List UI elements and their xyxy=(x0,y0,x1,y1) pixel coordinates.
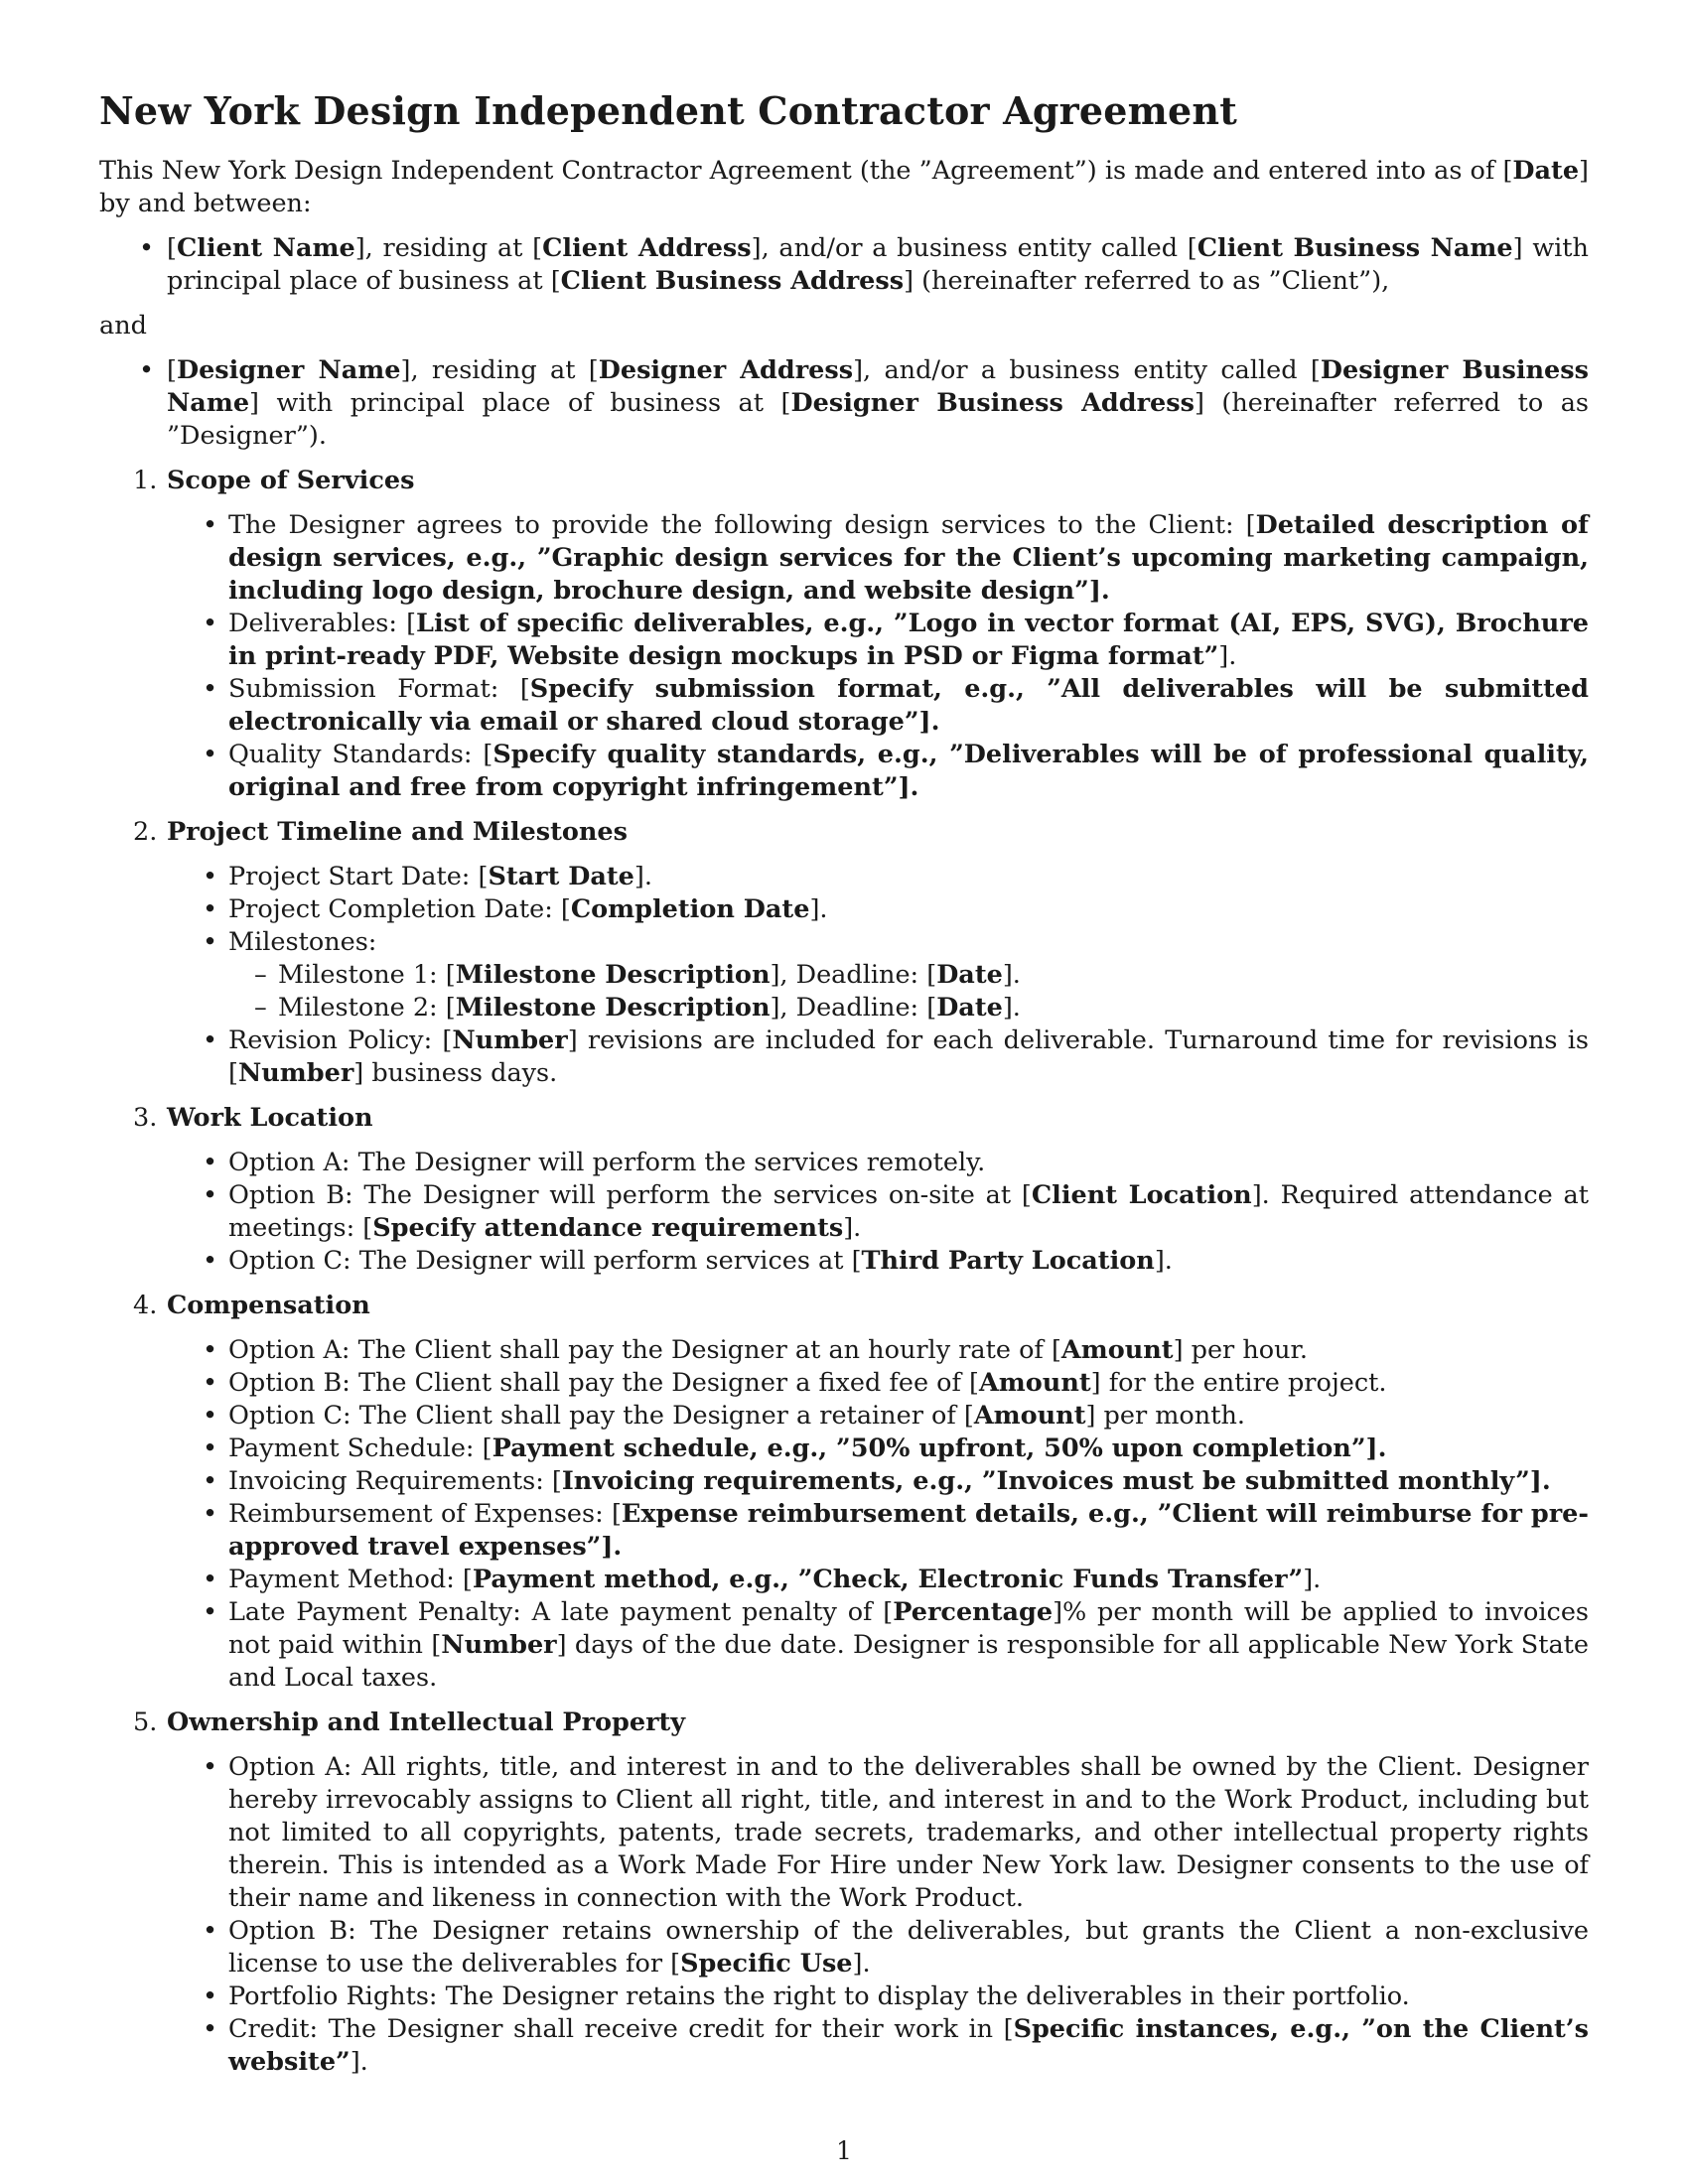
date-placeholder: Date xyxy=(1512,156,1580,186)
list-item: • Option A: The Client shall pay the Designer at an hourly rate of [Amount] per hour. xyxy=(228,1334,1589,1367)
section-title: Project Timeline and Milestones xyxy=(167,817,628,847)
section-items xyxy=(167,1751,1589,2079)
section-number: 1. xyxy=(133,466,158,495)
list-item: • Revision Policy: [Number] revisions are included for each deliverable. Turnaround time for revisions is [Number] business days. xyxy=(228,1024,1589,1090)
section-title: Scope of Services xyxy=(167,466,415,495)
list-item: • Project Completion Date: [Completion Date]. xyxy=(228,893,1589,926)
list-item: • Option B: The Designer retains ownership of the deliverables, but grants the Client a non-exclusive license to use the deliverables for [Specific Use]. xyxy=(228,1915,1589,1980)
milestone-item: – Milestone 2: [Milestone Description], Deadline: [Date]. xyxy=(278,992,1589,1024)
intro-paragraph: This New York Design Independent Contractor Agreement (the ”Agreement”) is made and entered into as of [Date] by and between: xyxy=(99,156,1589,218)
section-title: Work Location xyxy=(167,1103,373,1133)
list-item: • Option C: The Client shall pay the Designer a retainer of [Amount] per month. xyxy=(228,1400,1589,1433)
designer-party-list xyxy=(99,354,1589,453)
section-items xyxy=(167,509,1589,804)
milestone-item: – Milestone 1: [Milestone Description], Deadline: [Date]. xyxy=(278,959,1589,992)
section-title: Compensation xyxy=(167,1291,370,1320)
section-number: 2. xyxy=(133,817,158,847)
list-item: • Payment Method: [Payment method, e.g., ”Check, Electronic Funds Transfer”]. xyxy=(228,1564,1589,1596)
milestones-list xyxy=(228,959,1589,1024)
section-compensation xyxy=(99,1290,1589,1695)
list-item: • Late Payment Penalty: A late payment penalty of [Percentage]% per month will be applied to invoices not paid within [Number] days of the due date. Designer is responsible for all applicable New York State and Local taxes. xyxy=(228,1596,1589,1695)
list-item: • Payment Schedule: [Payment schedule, e.g., ”50% upfront, 50% upon completion”]. xyxy=(228,1433,1589,1465)
section-scope-of-services xyxy=(99,465,1589,804)
section-ownership-ip xyxy=(99,1706,1589,2079)
list-item: • The Designer agrees to provide the following design services to the Client: [Detailed description of design services, e.g., ”Graphic design services for the Client’s upcoming marketing campaign, including logo design, brochure design, and website design”]. xyxy=(228,509,1589,608)
list-item: • Option A: The Designer will perform the services remotely. xyxy=(228,1147,1589,1179)
section-number: 3. xyxy=(133,1103,158,1133)
section-number: 4. xyxy=(133,1291,158,1320)
list-item: • Project Start Date: [Start Date]. xyxy=(228,861,1589,893)
document-title: New York Design Independent Contractor Agreement xyxy=(99,88,1237,133)
list-item: • Invoicing Requirements: [Invoicing requirements, e.g., ”Invoices must be submitted monthly”]. xyxy=(228,1465,1589,1498)
and-connector: and xyxy=(99,311,147,341)
section-work-location xyxy=(99,1102,1589,1278)
list-item: • Option B: The Client shall pay the Designer a fixed fee of [Amount] for the entire project. xyxy=(228,1367,1589,1400)
document-page xyxy=(99,87,1589,2091)
list-item: • Quality Standards: [Specify quality standards, e.g., ”Deliverables will be of professional quality, original and free from copyright infringement”]. xyxy=(228,739,1589,804)
client-party-list xyxy=(99,232,1589,298)
sections-list xyxy=(99,465,1589,2079)
list-item: • Portfolio Rights: The Designer retains the right to display the deliverables in their portfolio. xyxy=(228,1980,1589,2013)
client-party: • [Client Name], residing at [Client Address], and/or a business entity called [Client Business Name] with principal place of business at [Client Business Address] (hereinafter referred to as ”Client”), xyxy=(167,232,1589,298)
list-item: • Milestones: – Milestone 1: [Milestone Description], Deadline: [Date]. – Milestone 2: [Milestone Description], Deadline: [Date]. xyxy=(228,926,1589,1024)
list-item: • Credit: The Designer shall receive credit for their work in [Specific instances, e.g., ”on the Client’s website”]. xyxy=(228,2013,1589,2079)
section-title: Ownership and Intellectual Property xyxy=(167,1707,686,1737)
section-items xyxy=(167,1147,1589,1278)
list-item: • Submission Format: [Specify submission format, e.g., ”All deliverables will be submitted electronically via email or shared cloud storage”]. xyxy=(228,673,1589,739)
list-item: • Option A: All rights, title, and interest in and to the deliverables shall be owned by the Client. Designer hereby irrevocably assigns to Client all right, title, and interest in and to the Work Product, including but not limited to all copyrights, patents, trade secrets, trademarks, and other intellectual property rights therein. This is intended as a Work Made For Hire under New York law. Designer consents to the use of their name and likeness in connection with the Work Product. xyxy=(228,1751,1589,1915)
page-number: 1 xyxy=(836,2136,852,2165)
section-items xyxy=(167,1334,1589,1695)
list-item: • Deliverables: [List of specific deliverables, e.g., ”Logo in vector format (AI, EPS, SVG), Brochure in print-ready PDF, Website design mockups in PSD or Figma format”]. xyxy=(228,608,1589,673)
section-number: 5. xyxy=(133,1707,158,1737)
designer-party: • [Designer Name], residing at [Designer Address], and/or a business entity called [Designer Business Name] with principal place of business at [Designer Business Address] (hereinafter referred to as ”Designer”). xyxy=(167,354,1589,453)
list-item: • Reimbursement of Expenses: [Expense reimbursement details, e.g., ”Client will reimburse for pre-approved travel expenses”]. xyxy=(228,1498,1589,1564)
list-item: • Option B: The Designer will perform the services on-site at [Client Location]. Required attendance at meetings: [Specify attendance requirements]. xyxy=(228,1179,1589,1245)
list-item: • Option C: The Designer will perform services at [Third Party Location]. xyxy=(228,1245,1589,1278)
section-project-timeline xyxy=(99,816,1589,1090)
section-items xyxy=(167,861,1589,1090)
